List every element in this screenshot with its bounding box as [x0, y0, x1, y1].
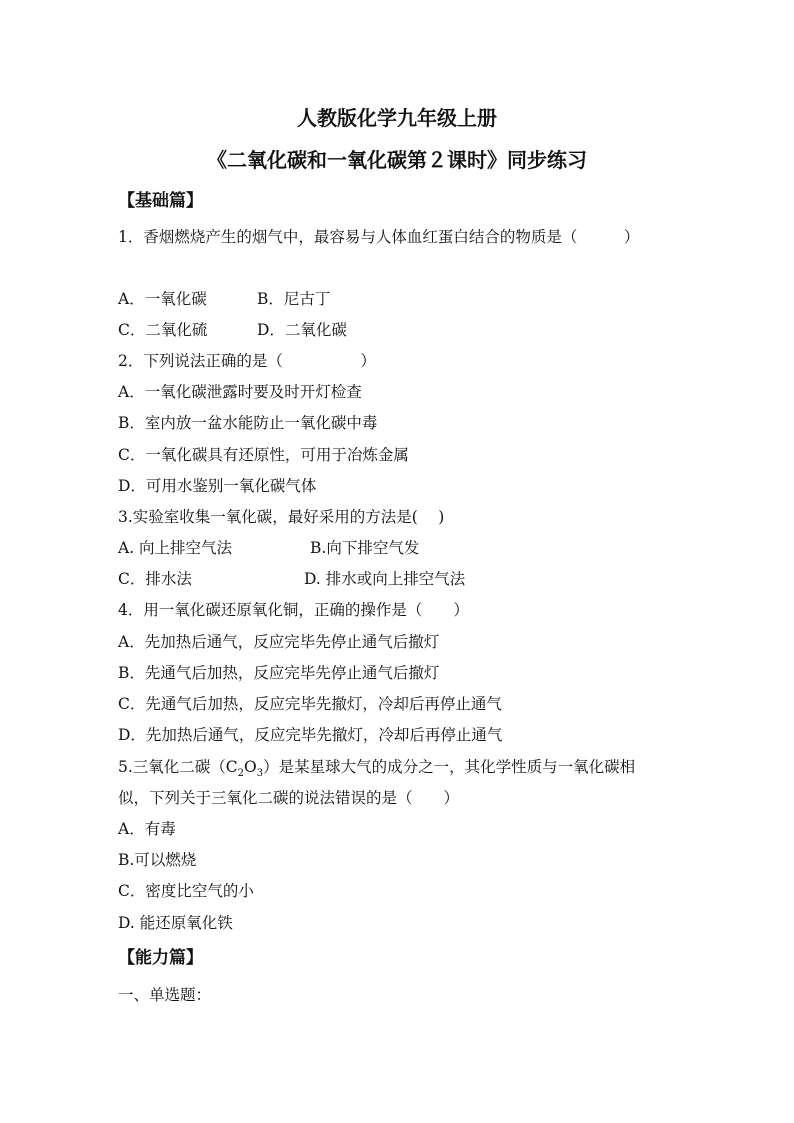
question-1-option-d: D．二氧化碳: [257, 321, 347, 339]
question-5-option-a: A．有毒: [118, 820, 176, 838]
question-2-option-c: C．一氧化碳具有还原性，可用于冶炼金属: [118, 446, 409, 464]
question-2-option-d: D．可用水鉴别一氧化碳气体: [118, 477, 317, 495]
question-4-option-c: C．先通气后加热，反应完毕先撤灯，冷却后再停止通气: [118, 695, 502, 713]
question-2-stem: 2．下列说法正确的是（ ）: [118, 352, 376, 370]
question-5-option-d: D. 能还原氧化铁: [118, 914, 233, 932]
question-4-option-a: A．先加热后通气，反应完毕先停止通气后撤灯: [118, 633, 440, 651]
question-5-option-c: C．密度比空气的小: [118, 882, 254, 900]
question-5-stem-post: ）是某星球大气的成分之一，其化学性质与一氧化碳相: [263, 758, 636, 776]
document-title: 人教版化学九年级上册: [297, 106, 497, 130]
formula-subscript-2: 2: [237, 768, 245, 780]
question-4-option-d: D．先加热后通气，反应完毕先撤灯，冷却后再停止通气: [118, 726, 503, 744]
question-4-stem: 4．用一氧化碳还原氧化铜，正确的操作是（ ）: [118, 601, 469, 619]
question-5-stem: [118, 757, 635, 784]
question-4-option-b: B．先通气后加热，反应完毕先停止通气后撤灯: [118, 664, 440, 682]
question-2-option-a: A．一氧化碳泄露时要及时开灯检查: [118, 383, 362, 401]
formula-oxygen: O: [244, 758, 257, 776]
question-5-option-b: B.可以燃烧: [118, 851, 197, 869]
section-ability-heading: 【能力篇】: [118, 948, 203, 968]
question-1-option-a: A．一氧化碳: [118, 290, 207, 308]
question-3-option-d: D. 排水或向上排空气法: [304, 570, 466, 588]
section-basic-heading: 【基础篇】: [118, 191, 203, 211]
question-1-stem: 1．香烟燃烧产生的烟气中，最容易与人体血红蛋白结合的物质是（ ）: [118, 228, 640, 246]
document-subtitle: 《二氧化碳和一氧化碳第２课时》同步练习: [207, 148, 587, 172]
question-5-stem-line2: 似，下列关于三氧化二碳的说法错误的是（ ）: [118, 789, 460, 807]
ability-part-1-heading: 一、单选题：: [118, 986, 212, 1004]
question-3-option-c: C．排水法: [118, 570, 192, 588]
question-3-option-b: B.向下排空气发: [310, 539, 420, 557]
question-3-stem: 3.实验室收集一氧化碳，最好采用的方法是( ): [118, 508, 445, 526]
question-5-stem-pre: 5.三氧化二碳（C: [118, 758, 238, 776]
question-1-option-b: B．尼古丁: [257, 290, 331, 308]
formula-subscript-3: 3: [256, 768, 264, 780]
question-2-option-b: B．室内放一盆水能防止一氧化碳中毒: [118, 414, 378, 432]
question-3-option-a: A. 向上排空气法: [118, 539, 233, 557]
question-1-option-c: C．二氧化硫: [118, 321, 208, 339]
